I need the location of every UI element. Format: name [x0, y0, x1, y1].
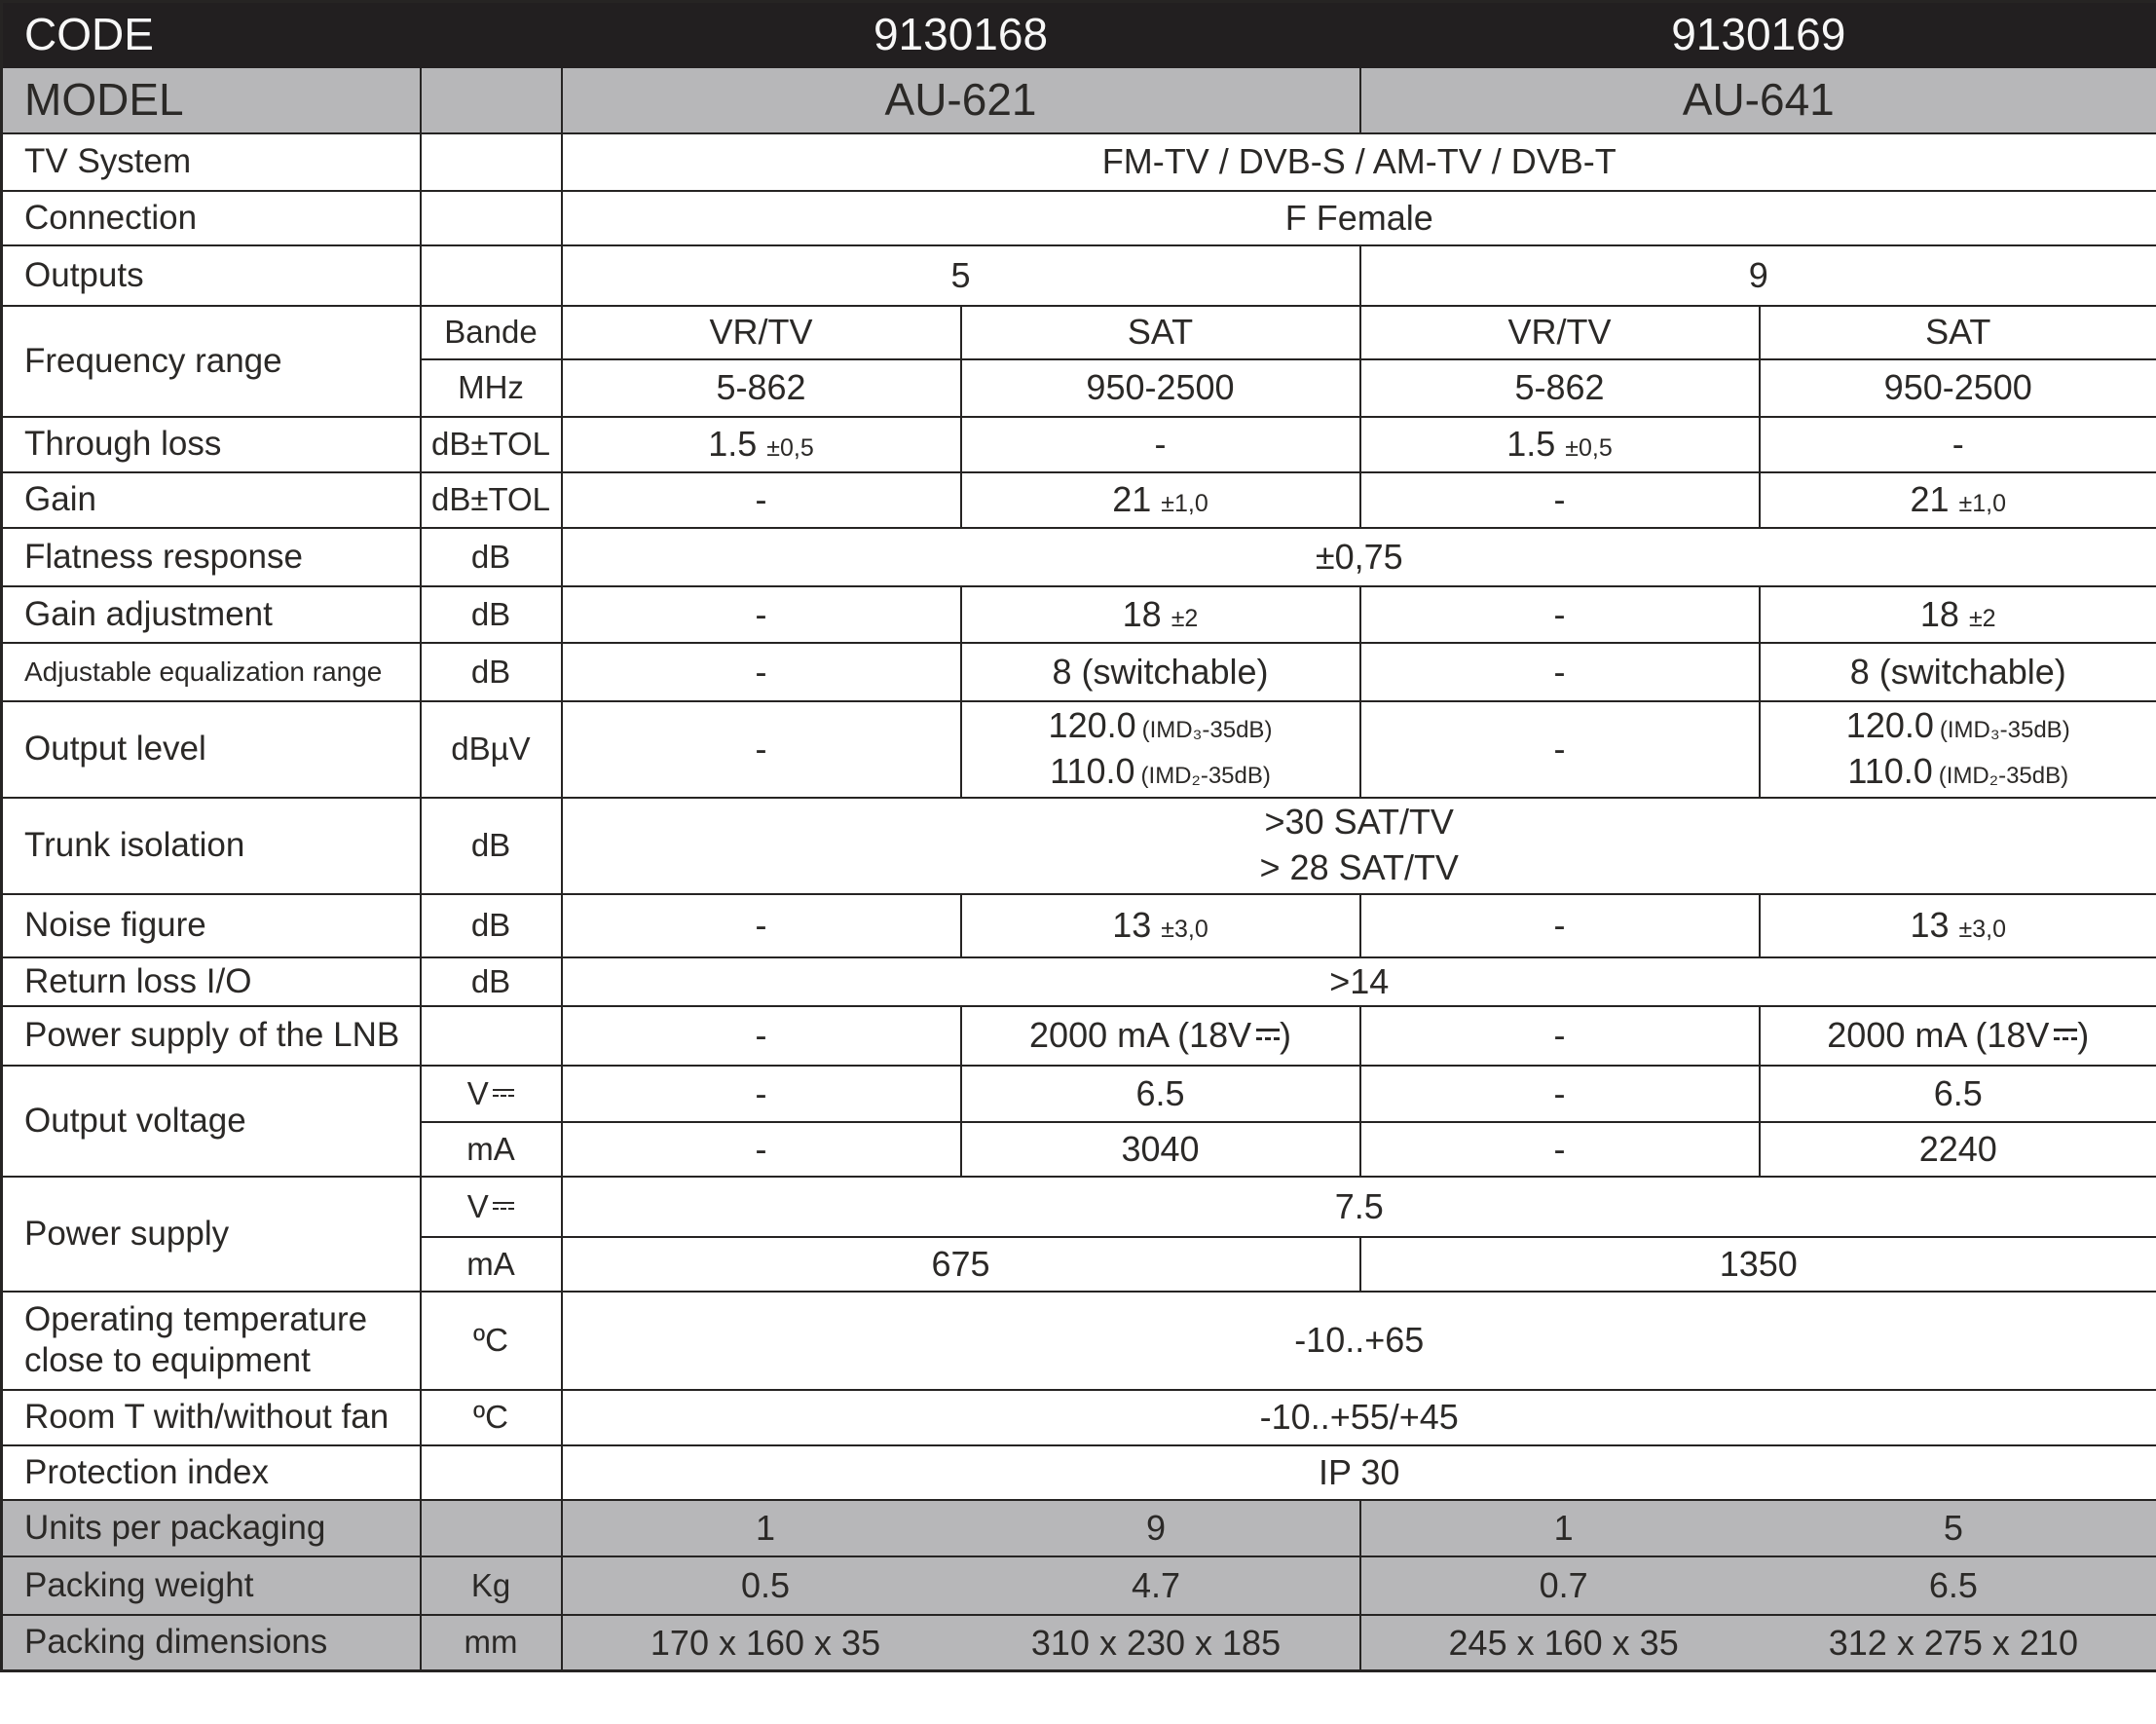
cell-value: - [1553, 651, 1566, 692]
cell-value: 950-2500 [1883, 367, 2032, 408]
output-voltage-ma-unit-text: mA [466, 1130, 515, 1167]
trunk-isolation-value-0 [562, 798, 2156, 894]
noise-figure-label: Noise figure [2, 894, 421, 957]
adjustable-equalization-range-value-3 [1760, 643, 2156, 701]
tolerance-value: ±3,0 [1958, 916, 2007, 944]
cell-value: 5-862 [1514, 367, 1605, 408]
return-loss-unit [421, 957, 562, 1006]
line-main-value: 110.0 [1847, 751, 1933, 791]
output-level-unit-text: dBµV [451, 731, 531, 768]
cell-value: - [1154, 424, 1167, 465]
code-row [2, 2, 2156, 67]
row-frequency-range-bande [2, 306, 2156, 359]
cell-value: - [1553, 905, 1566, 946]
output-voltage-ma-unit [421, 1122, 562, 1177]
cell-value: IP 30 [1319, 1451, 1400, 1492]
value-pre: 2000 mA (18V [1827, 1015, 2050, 1056]
dc-dashed-bar [493, 1208, 514, 1210]
code-unit-empty [421, 2, 562, 67]
output-level-value-line-0 [1768, 703, 2149, 749]
frequency-range-mhz-value-0 [562, 359, 961, 417]
power-supply-ma-unit-text: mA [466, 1245, 515, 1282]
frequency-range-bande-value-1 [961, 306, 1360, 359]
line-small-note: (IMD₂-35dB) [1938, 763, 2069, 789]
packing-weight-split-value-0: 0.5 [740, 1564, 791, 1605]
main-value: 1.5 [1506, 424, 1556, 465]
row-noise-figure [2, 894, 2156, 957]
packing-dimensions-split-value-1: 312 x 275 x 210 [1828, 1622, 2078, 1663]
code-value-1 [1360, 2, 2156, 67]
cell-value: - [1553, 593, 1566, 634]
row-output-voltage-v [2, 1066, 2156, 1122]
units-per-packaging-split-value-1: 5 [1943, 1507, 1963, 1548]
cell-value: VR/TV [1507, 312, 1612, 353]
noise-figure-value-2 [1360, 894, 1760, 957]
return-loss-label: Return loss I/O [2, 957, 421, 1006]
row-gain-adjustment [2, 586, 2156, 643]
units-per-packaging-value-1 [1360, 1500, 2156, 1556]
room-t-unit [421, 1390, 562, 1445]
cell-value: SAT [1925, 312, 1991, 353]
gain-adjustment-unit [421, 586, 562, 643]
row-operating-temperature [2, 1292, 2156, 1390]
line-text: >30 SAT/TV [1264, 802, 1454, 843]
cell-value: 7.5 [1334, 1185, 1384, 1226]
dc-solid-bar [1256, 1029, 1280, 1031]
trunk-isolation-value-line-0 [571, 800, 2149, 845]
adjustable-equalization-range-value-2 [1360, 643, 1760, 701]
operating-temperature-unit [421, 1292, 562, 1390]
frequency-range-bande-value-3 [1760, 306, 2156, 359]
gain-value-0 [562, 472, 961, 528]
trunk-isolation-value-line-1 [571, 845, 2149, 891]
packing-dimensions-value-1 [1360, 1615, 2156, 1671]
cell-value: SAT [1127, 312, 1194, 353]
row-flatness-response [2, 528, 2156, 586]
outputs-value-1 [1360, 245, 2156, 306]
return-loss-unit-text: dB [470, 962, 511, 999]
packing-weight-split-values [571, 1564, 1352, 1606]
cell-value: - [755, 905, 767, 946]
model-value-text: AU-621 [884, 73, 1037, 125]
row-output-level [2, 701, 2156, 798]
cell-value: 2240 [1918, 1128, 1997, 1169]
adjustable-equalization-range-unit-text: dB [470, 653, 511, 690]
cell-value: - [1952, 424, 1964, 465]
dc-symbol-icon [493, 1202, 514, 1211]
frequency-range-mhz-unit [421, 359, 562, 417]
gain-value-1 [961, 472, 1360, 528]
row-gain [2, 472, 2156, 528]
output-voltage-v-value-1 [961, 1066, 1360, 1122]
tolerance-value: ±2 [1171, 604, 1199, 632]
units-per-packaging-split-value-0: 1 [1553, 1507, 1574, 1548]
gain-adjustment-value-0 [562, 586, 961, 643]
connection-unit [421, 191, 562, 245]
row-return-loss [2, 957, 2156, 1006]
through-loss-value-3 [1760, 417, 2156, 472]
power-supply-v-label: Power supply [2, 1177, 421, 1292]
tolerance-value: ±3,0 [1161, 916, 1208, 944]
room-t-unit-text: ºC [473, 1399, 508, 1436]
through-loss-value-1 [961, 417, 1360, 472]
trunk-isolation-unit [421, 798, 562, 894]
units-per-packaging-split-value-0: 1 [755, 1507, 776, 1548]
gain-unit [421, 472, 562, 528]
noise-figure-value-0 [562, 894, 961, 957]
main-value: 1.5 [708, 424, 758, 465]
outputs-label: Outputs [2, 245, 421, 306]
adjustable-equalization-range-value-1 [961, 643, 1360, 701]
tv-system-value-0 [562, 133, 2156, 191]
flatness-response-label: Flatness response [2, 528, 421, 586]
frequency-range-bande-unit-text: Bande [444, 314, 538, 351]
units-per-packaging-label: Units per packaging [2, 1500, 421, 1556]
cell-value: - [755, 593, 767, 634]
gain-value-2 [1360, 472, 1760, 528]
through-loss-value-0 [562, 417, 961, 472]
cell-value: >14 [1329, 960, 1390, 1001]
output-voltage-ma-value-2 [1360, 1122, 1760, 1177]
cell-value: - [1553, 1128, 1566, 1169]
operating-temperature-value-0 [562, 1292, 2156, 1390]
cell-value: 9 [1748, 254, 1768, 295]
dc-symbol-icon [493, 1089, 514, 1098]
packing-weight-value-1 [1360, 1556, 2156, 1615]
noise-figure-value-1 [961, 894, 1360, 957]
packing-dimensions-split-value-0: 170 x 160 x 35 [650, 1622, 881, 1663]
row-trunk-isolation [2, 798, 2156, 894]
cell-value: - [755, 1128, 767, 1169]
line-small-note: (IMD₃-35dB) [1141, 717, 1273, 744]
cell-value: 5-862 [716, 367, 806, 408]
cell-value: - [1553, 479, 1566, 520]
packing-dimensions-unit-text: mm [464, 1624, 518, 1661]
main-value: 21 [1112, 479, 1152, 520]
protection-index-label: Protection index [2, 1445, 421, 1500]
output-voltage-v-unit [421, 1066, 562, 1122]
code-value-text: 9130168 [873, 8, 1049, 59]
output-voltage-ma-value-1 [961, 1122, 1360, 1177]
packing-weight-split-values [1369, 1564, 2149, 1606]
row-connection [2, 191, 2156, 245]
model-row [2, 67, 2156, 133]
row-through-loss [2, 417, 2156, 472]
value-pre: 2000 mA (18V [1029, 1015, 1252, 1056]
packing-dimensions-label: Packing dimensions [2, 1615, 421, 1671]
frequency-range-bande-value-2 [1360, 306, 1760, 359]
power-supply-lnb-value-2 [1360, 1006, 1760, 1066]
output-level-unit [421, 701, 562, 798]
output-level-value-3 [1760, 701, 2156, 798]
room-t-value-0 [562, 1390, 2156, 1445]
dc-symbol-icon [1256, 1029, 1280, 1039]
cell-value: 6.5 [1135, 1072, 1185, 1113]
cell-value: - [755, 1072, 767, 1113]
output-voltage-v-value-0 [562, 1066, 961, 1122]
packing-weight-value-0 [562, 1556, 1360, 1615]
power-supply-ma-value-0 [562, 1237, 1360, 1292]
gain-adjustment-value-2 [1360, 586, 1760, 643]
gain-adjustment-unit-text: dB [470, 595, 511, 632]
row-outputs [2, 245, 2156, 306]
tv-system-unit [421, 133, 562, 191]
main-value: 13 [1112, 905, 1152, 946]
frequency-range-mhz-value-2 [1360, 359, 1760, 417]
model-unit-empty [421, 67, 562, 133]
model-label: MODEL [2, 67, 421, 133]
units-per-packaging-value-0 [562, 1500, 1360, 1556]
row-units-per-packaging [2, 1500, 2156, 1556]
code-label: CODE [2, 2, 421, 67]
cell-value: F Female [1284, 197, 1433, 238]
row-tv-system [2, 133, 2156, 191]
row-power-supply-v [2, 1177, 2156, 1237]
cell-value: - [755, 651, 767, 692]
adjustable-equalization-range-unit [421, 643, 562, 701]
adjustable-equalization-range-value-0 [562, 643, 961, 701]
cell-value: ±0,75 [1315, 536, 1403, 577]
trunk-isolation-label: Trunk isolation [2, 798, 421, 894]
main-value: 21 [1910, 479, 1950, 520]
main-value: 13 [1910, 905, 1950, 946]
outputs-value-0 [562, 245, 1360, 306]
cell-value: -10..+65 [1294, 1320, 1425, 1361]
frequency-range-bande-unit [421, 306, 562, 359]
gain-adjustment-value-3 [1760, 586, 2156, 643]
model-value-0 [562, 67, 1360, 133]
frequency-range-mhz-value-3 [1760, 359, 2156, 417]
cell-value: 950-2500 [1086, 367, 1235, 408]
power-supply-ma-unit [421, 1237, 562, 1292]
power-supply-lnb-value-1 [961, 1006, 1360, 1066]
gain-value-3 [1760, 472, 2156, 528]
room-t-label: Room T with/without fan [2, 1390, 421, 1445]
row-packing-weight [2, 1556, 2156, 1615]
cell-value: 675 [931, 1243, 990, 1284]
output-voltage-v-value-3 [1760, 1066, 2156, 1122]
packing-dimensions-split-values [1369, 1622, 2149, 1664]
dc-solid-bar [493, 1089, 514, 1091]
packing-weight-label: Packing weight [2, 1556, 421, 1615]
dc-dashed-bar [1256, 1037, 1280, 1040]
noise-figure-unit-text: dB [470, 907, 511, 944]
packing-dimensions-value-0 [562, 1615, 1360, 1671]
packing-weight-split-value-1: 6.5 [1928, 1564, 1978, 1605]
line-main-value: 120.0 [1048, 705, 1136, 746]
value-post: ) [2077, 1015, 2090, 1056]
packing-weight-unit-text: Kg [470, 1566, 511, 1603]
cell-value: - [755, 729, 767, 769]
value-post: ) [1279, 1015, 1291, 1056]
line-small-note: (IMD₃-35dB) [1939, 717, 2070, 744]
output-voltage-ma-value-0 [562, 1122, 961, 1177]
output-level-value-line-1 [1768, 749, 2149, 795]
cell-value: - [1553, 1072, 1566, 1113]
cell-value: -10..+55/+45 [1259, 1397, 1459, 1438]
cell-value: 8 (switchable) [1052, 651, 1269, 692]
model-value-text: AU-641 [1682, 73, 1835, 125]
row-room-t [2, 1390, 2156, 1445]
packing-weight-split-value-1: 4.7 [1131, 1564, 1181, 1605]
through-loss-label: Through loss [2, 417, 421, 472]
adjustable-equalization-range-label: Adjustable equalization range [2, 643, 421, 701]
cell-value: - [755, 479, 767, 520]
cell-value: FM-TV / DVB-S / AM-TV / DVB-T [1101, 141, 1617, 182]
units-per-packaging-split-values [1369, 1507, 2149, 1549]
power-supply-v-value-0 [562, 1177, 2156, 1237]
cell-value: 3040 [1121, 1128, 1200, 1169]
cell-value: - [755, 1015, 767, 1056]
through-loss-unit-text: dB±TOL [430, 426, 551, 463]
output-level-value-0 [562, 701, 961, 798]
tv-system-label: TV System [2, 133, 421, 191]
frequency-range-bande-label: Frequency range [2, 306, 421, 417]
power-supply-lnb-unit [421, 1006, 562, 1066]
units-per-packaging-split-value-1: 9 [1145, 1507, 1167, 1548]
flatness-response-unit-text: dB [470, 538, 511, 575]
tolerance-value: ±1,0 [1958, 490, 2007, 518]
output-voltage-ma-value-3 [1760, 1122, 2156, 1177]
gain-label: Gain [2, 472, 421, 528]
return-loss-value-0 [562, 957, 2156, 1006]
line-main-value: 110.0 [1050, 751, 1135, 791]
connection-value-0 [562, 191, 2156, 245]
through-loss-unit [421, 417, 562, 472]
output-voltage-v-unit-text: V [466, 1074, 489, 1111]
operating-temperature-unit-text: ºC [473, 1322, 508, 1359]
main-value: 18 [1122, 593, 1162, 634]
cell-value: - [1553, 729, 1566, 769]
output-level-label: Output level [2, 701, 421, 798]
model-value-1 [1360, 67, 2156, 133]
units-per-packaging-unit [421, 1500, 562, 1556]
gain-adjustment-label: Gain adjustment [2, 586, 421, 643]
main-value: 18 [1919, 593, 1959, 634]
cell-value: 1350 [1719, 1243, 1798, 1284]
operating-temperature-label: Operating temperature close to equipment [2, 1292, 421, 1390]
dc-solid-bar [493, 1202, 514, 1204]
dc-dashed-bar [2054, 1037, 2077, 1040]
noise-figure-value-3 [1760, 894, 2156, 957]
protection-index-unit [421, 1445, 562, 1500]
output-level-value-1 [961, 701, 1360, 798]
cell-value: VR/TV [709, 312, 813, 353]
power-supply-lnb-value-3 [1760, 1006, 2156, 1066]
tolerance-value: ±0,5 [766, 434, 814, 463]
gain-adjustment-value-1 [961, 586, 1360, 643]
frequency-range-bande-value-0 [562, 306, 961, 359]
packing-dimensions-split-value-1: 310 x 230 x 185 [1030, 1622, 1282, 1663]
output-voltage-v-label: Output voltage [2, 1066, 421, 1177]
power-supply-v-unit [421, 1177, 562, 1237]
trunk-isolation-unit-text: dB [470, 827, 511, 864]
frequency-range-mhz-unit-text: MHz [458, 369, 524, 406]
cell-value: - [1553, 1015, 1566, 1056]
flatness-response-unit [421, 528, 562, 586]
row-power-supply-lnb [2, 1006, 2156, 1066]
line-small-note: (IMD₂-35dB) [1140, 763, 1271, 789]
flatness-response-value-0 [562, 528, 2156, 586]
packing-weight-unit [421, 1556, 562, 1615]
dc-dashed-bar [493, 1095, 514, 1097]
spec-table-body [2, 2, 2156, 1671]
packing-weight-split-value-0: 0.7 [1539, 1564, 1588, 1605]
packing-dimensions-split-values [571, 1622, 1352, 1664]
code-value-text: 9130169 [1671, 8, 1846, 59]
code-value-0 [562, 2, 1360, 67]
cell-value: 8 (switchable) [1849, 651, 2066, 692]
line-main-value: 120.0 [1845, 705, 1934, 746]
dc-symbol-icon [2054, 1029, 2077, 1039]
units-per-packaging-split-values [571, 1507, 1352, 1549]
output-level-value-line-1 [970, 749, 1352, 795]
output-level-value-2 [1360, 701, 1760, 798]
row-adjustable-equalization-range [2, 643, 2156, 701]
output-level-value-line-0 [970, 703, 1352, 749]
frequency-range-mhz-value-1 [961, 359, 1360, 417]
power-supply-ma-value-1 [1360, 1237, 2156, 1292]
cell-value: 6.5 [1933, 1072, 1983, 1113]
outputs-unit [421, 245, 562, 306]
tolerance-value: ±2 [1968, 604, 1996, 632]
noise-figure-unit [421, 894, 562, 957]
output-voltage-v-value-2 [1360, 1066, 1760, 1122]
tolerance-value: ±1,0 [1161, 490, 1208, 518]
through-loss-value-2 [1360, 417, 1760, 472]
power-supply-lnb-value-0 [562, 1006, 961, 1066]
gain-unit-text: dB±TOL [430, 481, 551, 518]
row-packing-dimensions [2, 1615, 2156, 1671]
cell-value: 5 [950, 254, 971, 295]
packing-dimensions-unit [421, 1615, 562, 1671]
power-supply-lnb-label: Power supply of the LNB [2, 1006, 421, 1066]
tolerance-value: ±0,5 [1565, 434, 1613, 463]
row-protection-index [2, 1445, 2156, 1500]
connection-label: Connection [2, 191, 421, 245]
dc-solid-bar [2054, 1029, 2077, 1031]
packing-dimensions-split-value-0: 245 x 160 x 35 [1448, 1622, 1679, 1663]
power-supply-v-unit-text: V [466, 1187, 489, 1224]
protection-index-value-0 [562, 1445, 2156, 1500]
line-text: > 28 SAT/TV [1259, 847, 1459, 887]
